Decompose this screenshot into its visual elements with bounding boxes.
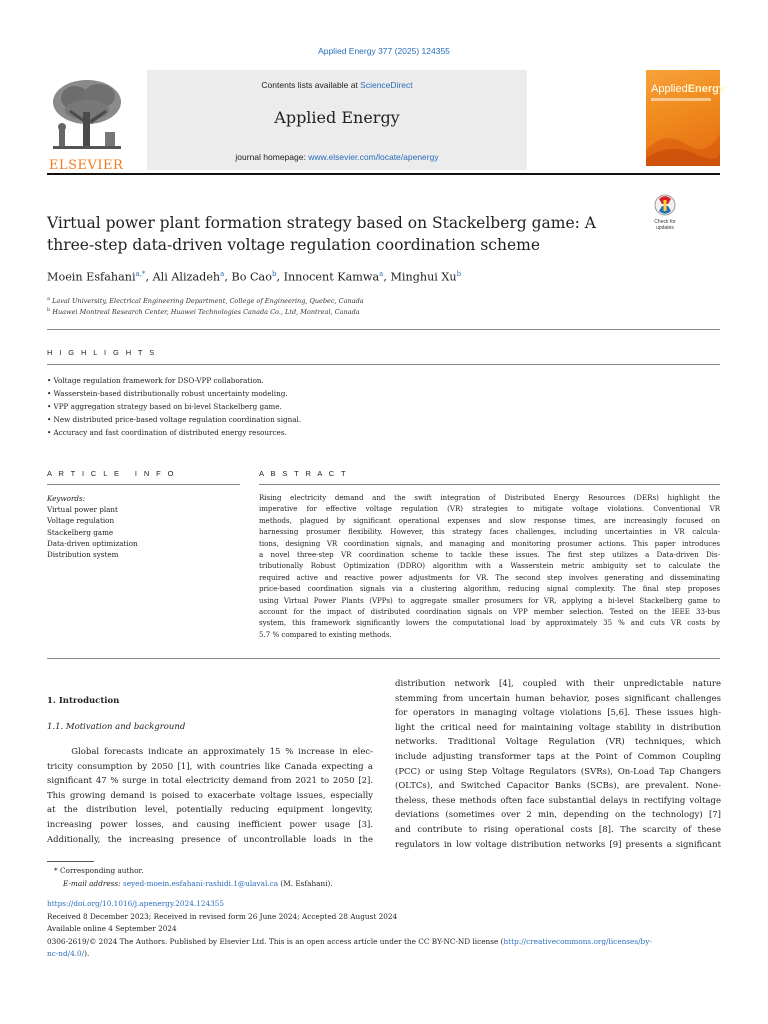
abstract-line: system, this framework significantly lowers the computational load by approximately 35 % and cuts VR costs by xyxy=(259,618,720,628)
keywords-heading: Keywords: xyxy=(47,494,86,503)
journal-title: Applied Energy xyxy=(274,108,400,127)
body-line: This growing demand is poised to exacerbate voltage issues, especially xyxy=(47,790,373,801)
highlight-item: • New distributed price-based voltage regulation coordination signal. xyxy=(47,415,302,424)
author-affiliation-mark[interactable]: a xyxy=(220,270,225,278)
keyword-item: Voltage regulation xyxy=(47,516,115,526)
body-line: distribution network [4], coupled with their unpredictable nature xyxy=(395,679,721,689)
abstract-line: using Virtual Power Plants (VPPs) to aggregate smaller prosumers for VR, applying a bi-level Stackelberg game to xyxy=(259,595,720,605)
author-affiliation-mark[interactable]: b xyxy=(456,270,462,278)
keyword-item: Stackelberg game xyxy=(47,527,114,537)
section-heading-introduction: 1. Introduction xyxy=(47,696,120,706)
abstract-line: imperative for effective voltage regulation (VR) strategies to mitigate voltage violations. Conventional VR xyxy=(259,504,720,514)
masthead-center-panel xyxy=(147,70,527,170)
author-separator: , xyxy=(276,270,284,284)
article-info-heading: A R T I C L E I N F O xyxy=(47,469,176,478)
author-name[interactable]: Minghui Xu xyxy=(390,270,457,284)
crossmark-icon xyxy=(648,194,682,216)
author-name[interactable]: Ali Alizadeh xyxy=(152,270,221,284)
abstract-bottom-rule xyxy=(47,658,720,659)
body-line: (OLTCs), and Switched Capacitor Banks (SCBs), are prevalent. None- xyxy=(395,781,721,792)
body-line: regulators in low voltage distribution networks [9] presents a significant xyxy=(395,839,721,850)
article-title-line-2: three-step data-driven voltage regulation coordination scheme xyxy=(47,236,541,254)
author-separator: , xyxy=(145,270,153,284)
received-dates: Received 8 December 2023; Received in revised form 26 June 2024; Accepted 28 August 2024 xyxy=(47,911,398,921)
author-email-link[interactable]: seyed-moein.esfahani-rashidi.1@ulaval.ca xyxy=(122,879,279,888)
article-info-rule xyxy=(47,484,240,485)
abstract-text xyxy=(259,492,720,640)
keywords-block xyxy=(47,493,227,560)
author-affiliation-mark[interactable]: a xyxy=(379,270,384,278)
highlight-item: • Voltage regulation framework for DSO-VPP collaboration. xyxy=(47,376,264,385)
body-line: significant 47 % surge in total electricity demand from 2021 to 2050 [2]. xyxy=(47,776,373,787)
body-right-column xyxy=(395,677,721,852)
masthead-rule xyxy=(47,173,720,175)
abstract-line: Rising electricity demand and the swift integration of Distributed Energy Resources (DERs) highlight the xyxy=(259,493,720,502)
license-link[interactable]: http://creativecommons.org/licenses/by- xyxy=(503,936,652,946)
highlight-item: • Accuracy and fast coordination of distributed energy resources. xyxy=(47,428,287,437)
body-line: (PCC) or using Step Voltage Regulators (SVRs), On-Load Tap Changers xyxy=(395,766,721,777)
body-line: deviations (sometimes over 2 min, depending on the technology) [7] xyxy=(395,810,721,821)
body-left-column xyxy=(47,745,373,847)
author-list xyxy=(47,270,667,284)
contents-line: Contents lists available at ScienceDirect xyxy=(261,80,413,90)
corresponding-author-note: * Corresponding author. xyxy=(54,866,144,875)
author-name[interactable]: Bo Cao xyxy=(231,270,272,284)
keyword-item: Data-driven optimization xyxy=(47,538,138,548)
email-footnote: E-mail address: seyed-moein.esfahani-rashidi.1@ulaval.ca (M. Esfahani). xyxy=(63,879,333,888)
author-name[interactable]: Moein Esfahani xyxy=(47,270,136,284)
highlights-list xyxy=(47,374,717,439)
abstract-line: tions, designing VR coordination signals, and managing and monitoring prosumer actions. This paper introduces xyxy=(259,538,720,548)
abstract-line: required active and reactive power adjustments for VR. The second step involves generating and disseminating xyxy=(259,572,720,582)
affiliation-b: $^b$ Huawei Montreal Research Center, Huawei Technologies Canada Co., Ltd, Montreal, Canada xyxy=(47,307,360,317)
body-line: at the distribution level, potentially reducing equipment longevity, xyxy=(47,805,373,816)
highlight-item: • Wasserstein-based distributionally robust uncertainty modeling. xyxy=(47,389,288,398)
abstract-heading: A B S T R A C T xyxy=(259,469,348,478)
article-meta xyxy=(47,898,722,961)
available-online: Available online 4 September 2024 xyxy=(47,924,177,934)
footnote-rule xyxy=(47,861,94,862)
license-link-continued[interactable]: nc-nd/4.0/ xyxy=(47,949,85,959)
cover-subtitle-bar xyxy=(651,98,711,101)
elsevier-tree-logo xyxy=(47,76,127,173)
masthead xyxy=(47,70,628,173)
abstract-line: methods, plagued by significant operational expenses and slow response times, are increasingly focused on xyxy=(259,515,720,525)
check-for-updates-button[interactable] xyxy=(648,194,682,230)
author-affiliation-mark[interactable]: a,* xyxy=(135,270,146,278)
abstract-rule xyxy=(259,484,720,485)
highlight-item: • VPP aggregation strategy based on bi-level Stackelberg game. xyxy=(47,402,282,411)
sciencedirect-link[interactable]: ScienceDirect xyxy=(360,80,413,90)
author-separator: , xyxy=(383,270,391,284)
abstract-line: account for the impact of distributed coordination signals on VPP member selection. Tested on the IEEE 33-bus xyxy=(259,607,720,617)
body-line: theless, these methods often face substantial delays in rectifying voltage xyxy=(395,795,721,806)
doi-link[interactable]: https://doi.org/10.1016/j.apenergy.2024.124355 xyxy=(47,899,225,908)
article-title xyxy=(47,212,627,256)
body-line: increasing power losses, and causing inefficient power usage [3]. xyxy=(47,819,373,830)
body-line: for operators in managing voltage violations [5,6]. These issues high- xyxy=(395,708,721,719)
subsection-heading: 1.1. Motivation and background xyxy=(47,722,186,732)
keyword-item: Virtual power plant xyxy=(47,505,118,515)
author-name[interactable]: Innocent Kamwa xyxy=(283,270,380,284)
keyword-item: Distribution system xyxy=(47,550,119,560)
body-line: Global forecasts indicate an approximately 15 % increase in elec- xyxy=(47,747,373,757)
crossmark-label: Check for updates xyxy=(654,219,676,231)
header-divider xyxy=(47,329,720,330)
license-statement: 0306-2619/© 2024 The Authors. Published by Elsevier Ltd. This is an open access article under the CC BY-NC-ND license (http://creativecommons.org/licenses/by- nc-nd/4.0/). xyxy=(47,936,652,959)
abstract-line: harnessing prosumer flexibility. However, this strategy faces challenges, including uncertainties in VR calcula- xyxy=(259,527,720,537)
body-line: Additionally, the increasing presence of uncontrollable loads in the xyxy=(47,834,373,845)
journal-cover-image[interactable] xyxy=(646,70,725,166)
abstract-line: price-based coordination signals via a clustering algorithm, reducing signal complexity. The final step proposes xyxy=(259,584,720,594)
body-line: and contribute to rising operational costs [8]. The scarcity of these xyxy=(395,824,721,835)
body-line: tricity consumption by 2050 [1], with countries like Canada expecting a xyxy=(47,761,373,772)
author-affiliation-mark[interactable]: b xyxy=(271,270,277,278)
author-separator: , xyxy=(224,270,232,284)
cover-title: AppliedEnergy xyxy=(651,83,725,95)
body-line: stemming from uncertain human behavior, poses significant challenges xyxy=(395,693,721,704)
highlights-heading: H I G H L I G H T S xyxy=(47,348,157,357)
journal-homepage-link[interactable]: www.elsevier.com/locate/apenergy xyxy=(308,152,439,162)
body-line: networks. Traditional Voltage Regulation (VR) techniques, which xyxy=(395,737,721,748)
journal-reference-link[interactable]: Applied Energy 377 (2025) 124355 xyxy=(318,46,450,56)
highlights-rule xyxy=(47,364,720,365)
abstract-line: tributionally Robust Optimization (DDRO) algorithm with a Wasserstein metric ambiguity set to calculate the xyxy=(259,561,720,571)
affiliation-a: $^a$ Laval University, Electrical Engineering Department, College of Engineering, Quebec, Canada xyxy=(47,296,364,306)
homepage-line: journal homepage: www.elsevier.com/locate/apenergy xyxy=(235,152,439,162)
article-title-line-1: Virtual power plant formation strategy based on Stackelberg game: A xyxy=(47,214,597,232)
elsevier-wordmark: ELSEVIER xyxy=(49,158,124,173)
abstract-line: a novel three-step VR coordination scheme to tackle these issues. The first step utilizes a Data-driven Dis- xyxy=(259,550,720,560)
body-line: light the critical need for maintaining voltage stability in distribution xyxy=(395,722,721,733)
abstract-line: 5.7 % compared to existing methods. xyxy=(259,629,392,639)
cover-art xyxy=(646,110,720,166)
body-line: include adjusting transformer taps at the Point of Common Coupling xyxy=(395,751,721,762)
